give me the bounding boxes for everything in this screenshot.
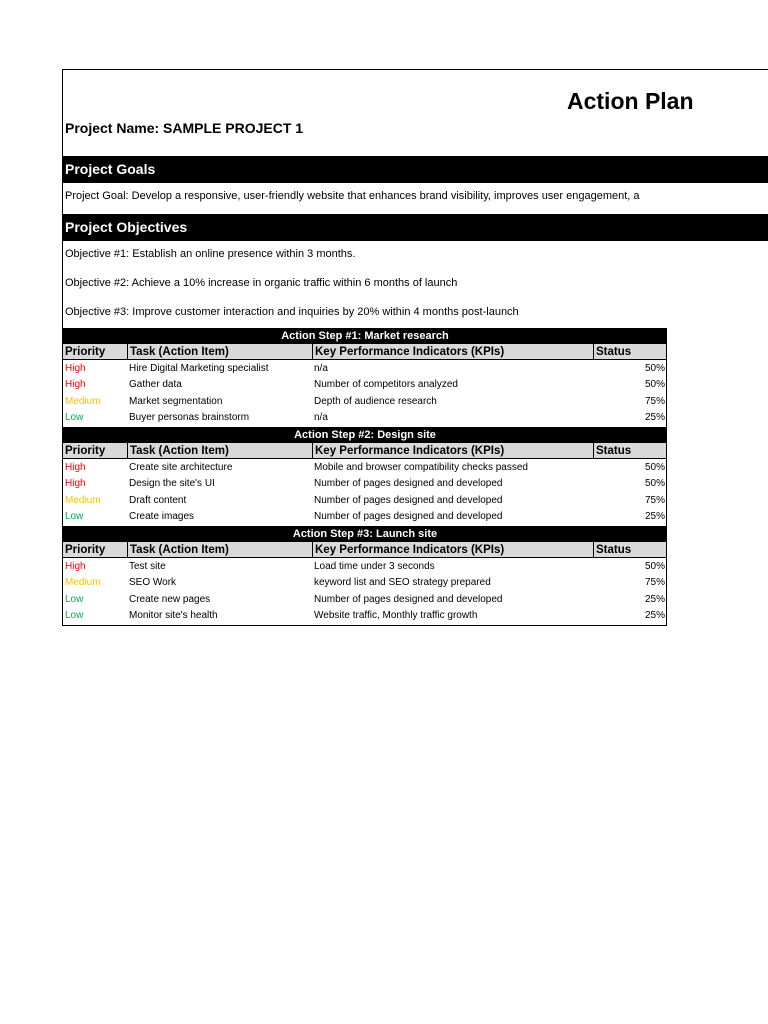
status-cell: 75% — [644, 494, 665, 506]
kpi-cell: Number of pages designed and developed — [314, 494, 503, 506]
task-cell: Monitor site's health — [129, 610, 218, 622]
column-header-row — [63, 542, 667, 558]
task-cell: Create new pages — [129, 593, 211, 605]
priority-cell: Medium — [65, 577, 101, 589]
kpi-column-header: Key Performance Indicators (KPIs) — [312, 542, 595, 558]
status-cell: 25% — [644, 610, 665, 622]
kpi-cell: n/a — [314, 412, 328, 424]
column-header-row — [63, 443, 667, 459]
task-column-header: Task (Action Item) — [127, 542, 314, 558]
status-column-header: Status — [593, 443, 668, 459]
task-cell: Create site architecture — [129, 462, 233, 473]
kpi-cell: keyword list and SEO strategy prepared — [314, 577, 491, 589]
task-cell: Design the site's UI — [129, 478, 215, 490]
kpi-column-header: Key Performance Indicators (KPIs) — [312, 344, 595, 360]
kpi-cell: Number of pages designed and developed — [314, 511, 503, 523]
table-row — [63, 394, 667, 410]
objective-2: Objective #2: Achieve a 10% increase in organic traffic within 6 months of launch — [65, 277, 458, 289]
table-row — [63, 361, 667, 377]
priority-column-header: Priority — [65, 445, 106, 457]
kpi-cell: n/a — [314, 363, 328, 374]
task-column-header: Task (Action Item) — [127, 443, 314, 459]
priority-cell: Medium — [65, 395, 101, 407]
task-cell: Create images — [129, 511, 195, 523]
project-objectives-header — [63, 214, 768, 241]
priority-cell: Medium — [65, 494, 101, 506]
status-column-header: Status — [593, 344, 668, 360]
status-cell: 75% — [644, 395, 665, 407]
project-goals-header — [63, 156, 768, 183]
table-row — [63, 476, 667, 492]
project-goal-text: Project Goal: Develop a responsive, user-friendly website that enhances brand visibility, improves user engagement, a — [65, 190, 640, 202]
priority-cell: Low — [65, 412, 84, 424]
action-step-header: Action Step #3: Launch site — [63, 526, 667, 542]
kpi-cell: Load time under 3 seconds — [314, 561, 435, 572]
objective-1: Objective #1: Establish an online presence within 3 months. — [65, 248, 356, 260]
table-row — [63, 377, 667, 393]
priority-cell: High — [65, 462, 86, 473]
task-cell: SEO Work — [129, 577, 177, 589]
priority-column-header: Priority — [65, 346, 106, 358]
kpi-column-header: Key Performance Indicators (KPIs) — [312, 443, 595, 459]
task-cell: Gather data — [129, 379, 182, 391]
project-goals-label: Project Goals — [65, 161, 156, 177]
table-right-border — [666, 328, 667, 626]
kpi-cell: Number of pages designed and developed — [314, 593, 503, 605]
priority-cell: High — [65, 561, 86, 572]
priority-cell: High — [65, 379, 86, 391]
status-cell: 25% — [644, 511, 665, 523]
objective-3: Objective #3: Improve customer interaction and inquiries by 20% within 4 months post-launch — [65, 306, 519, 318]
status-cell: 50% — [644, 363, 665, 374]
action-step-header: Action Step #1: Market research — [63, 328, 667, 344]
priority-cell: Low — [65, 511, 84, 523]
task-cell: Buyer personas brainstorm — [129, 412, 250, 424]
priority-cell: Low — [65, 610, 84, 622]
kpi-cell: Mobile and browser compatibility checks passed — [314, 462, 528, 473]
kpi-cell: Number of competitors analyzed — [314, 379, 458, 391]
table-row — [63, 509, 667, 525]
project-name: Project Name: SAMPLE PROJECT 1 — [65, 120, 304, 136]
table-row — [63, 559, 667, 575]
project-objectives-label: Project Objectives — [65, 219, 188, 235]
priority-cell: High — [65, 363, 86, 374]
table-row — [63, 493, 667, 509]
column-header-row — [63, 344, 667, 360]
table-row — [63, 592, 667, 608]
table-bottom-border — [63, 625, 667, 626]
page-title: Action Plan — [567, 88, 694, 114]
status-cell: 50% — [644, 561, 665, 572]
task-cell: Hire Digital Marketing specialist — [129, 363, 269, 374]
action-step-header: Action Step #2: Design site — [63, 427, 667, 443]
table-row — [63, 460, 667, 476]
priority-cell: High — [65, 478, 86, 490]
priority-column-header: Priority — [65, 544, 106, 556]
task-cell: Test site — [129, 561, 166, 572]
table-row — [63, 575, 667, 591]
status-cell: 75% — [644, 577, 665, 589]
spreadsheet-page — [62, 69, 768, 626]
status-cell: 50% — [644, 379, 665, 391]
priority-cell: Low — [65, 593, 84, 605]
kpi-cell: Number of pages designed and developed — [314, 478, 503, 490]
status-column-header: Status — [593, 542, 668, 558]
table-row — [63, 608, 667, 624]
table-row — [63, 410, 667, 426]
kpi-cell: Website traffic, Monthly traffic growth — [314, 610, 478, 622]
status-cell: 50% — [644, 478, 665, 490]
status-cell: 50% — [644, 462, 665, 473]
status-cell: 25% — [644, 593, 665, 605]
kpi-cell: Depth of audience research — [314, 395, 437, 407]
status-cell: 25% — [644, 412, 665, 424]
task-cell: Market segmentation — [129, 395, 223, 407]
task-column-header: Task (Action Item) — [127, 344, 314, 360]
task-cell: Draft content — [129, 494, 187, 506]
